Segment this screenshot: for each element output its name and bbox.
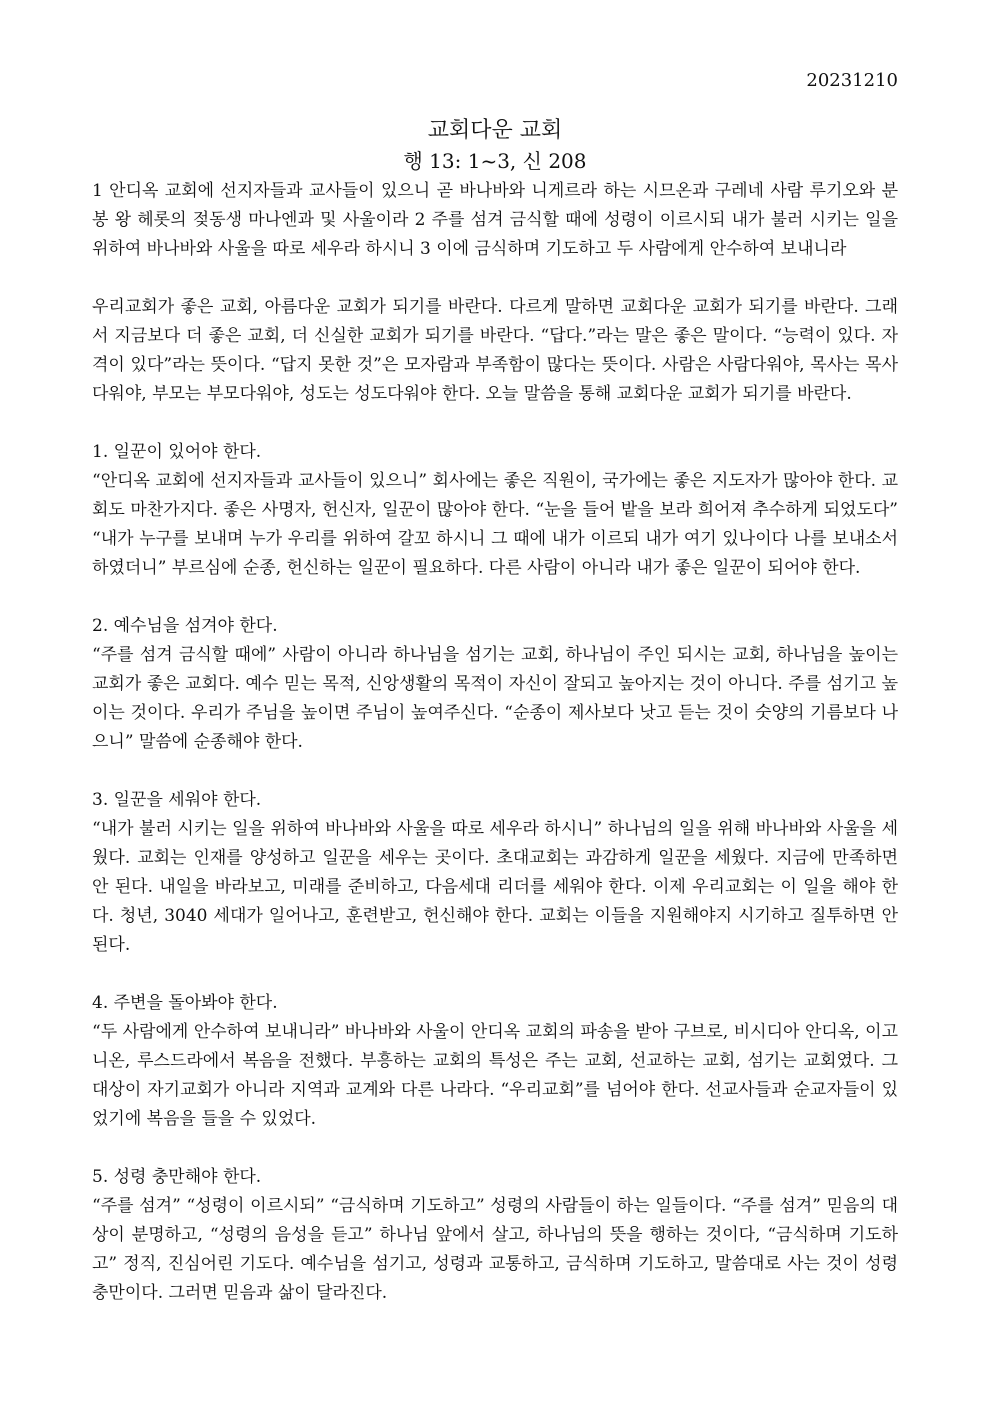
section-text: “내가 불러 시키는 일을 위하여 바나바와 사울을 따로 세우라 하시니” 하나님의 일을 위해 바나바와 사울을 세웠다. 교회는 인재를 양성하고 일꾼을 세우는 곳이다. 초대교회는 과감하게 일꾼을 세웠다. 지금에 만족하면 안 된다. 내일을 바라보고, 미래를 준비하고, 다음세대 리더를 세워야 한다. 이제 우리교회는 이 일을 해야 한다. 청년, 3040 세대가 일어나고, 훈련받고, 헌신해야 한다. 교회는 이들을 지원해야지 시기하고 질투하면 안 된다.: [92, 819, 898, 955]
section-3: [92, 786, 898, 960]
section-heading: 2. 예수님을 섬겨야 한다.: [92, 616, 278, 636]
sermon-body: [92, 177, 898, 1337]
section-text: “안디옥 교회에 선지자들과 교사들이 있으니” 회사에는 좋은 직원이, 국가에는 좋은 지도자가 많아야 한다. 교회도 마찬가지다. 좋은 사명자, 헌신자, 일꾼이 많아야 한다. “눈을 들어 밭을 보라 희어져 추수하게 되었도다” “내가 누구를 보내며 누가 우리를 위하여 갈꼬 하시니 그 때에 내가 이르되 내가 여기 있나이다 나를 보내소서 하였더니” 부르심에 순종, 헌신하는 일꾼이 필요하다. 다른 사람이 아니라 내가 좋은 일꾼이 되어야 한다.: [92, 471, 898, 578]
scripture-passage: 1 안디옥 교회에 선지자들과 교사들이 있으니 곧 바나바와 니게르라 하는 시므온과 구레네 사람 루기오와 분봉 왕 헤롯의 젖동생 마나엔과 및 사울이라 2 주를 섬겨 금식할 때에 성령이 이르시되 내가 불러 시키는 일을 위하여 바나바와 사울을 따로 세우라 하시니 3 이에 금식하며 기도하고 두 사람에게 안수하여 보내니라: [92, 181, 898, 259]
sermon-title: 교회다운 교회: [427, 118, 563, 143]
scripture-reference: 행 13: 1~3, 신 208: [403, 149, 587, 173]
section-5: [92, 1163, 898, 1308]
section-text: “주를 섬겨” “성령이 이르시되” “금식하며 기도하고” 성령의 사람들이 하는 일들이다. “주를 섬겨” 믿음의 대상이 분명하고, “성령의 음성을 듣고” 하나님 앞에서 살고, 하나님의 뜻을 행하는 것이다, “금식하며 기도하고” 정직, 진심어린 기도다. 예수님을 섬기고, 성령과 교통하고, 금식하며 기도하고, 말씀대로 사는 것이 성령충만이다. 그러면 믿음과 삶이 달라진다.: [92, 1196, 898, 1303]
section-4: [92, 989, 898, 1134]
intro-paragraph: 우리교회가 좋은 교회, 아름다운 교회가 되기를 바란다. 다르게 말하면 교회다운 교회가 되기를 바란다. 그래서 지금보다 더 좋은 교회, 더 신실한 교회가 되기를 바란다. “답다.”라는 말은 좋은 말이다. “능력이 있다. 자격이 있다”라는 뜻이다. “답지 못한 것”은 모자람과 부족함이 많다는 뜻이다. 사람은 사람다워야, 목사는 목사다워야, 부모는 부모다워야, 성도는 성도다워야 한다. 오늘 말씀을 통해 교회다운 교회가 되기를 바란다.: [92, 297, 898, 404]
section-heading: 1. 일꾼이 있어야 한다.: [92, 442, 262, 462]
section-2: [92, 612, 898, 757]
section-text: “주를 섬겨 금식할 때에” 사람이 아니라 하나님을 섬기는 교회, 하나님이 주인 되시는 교회, 하나님을 높이는 교회가 좋은 교회다. 예수 믿는 목적, 신앙생활의 목적이 자신이 잘되고 높아지는 것이 아니다. 주를 섬기고 높이는 것이다. 우리가 주님을 높이면 주님이 높여주신다. “순종이 제사보다 낫고 듣는 것이 숫양의 기름보다 나으니” 말씀에 순종해야 한다.: [92, 645, 898, 752]
section-heading: 5. 성령 충만해야 한다.: [92, 1167, 262, 1187]
document-date: 20231210: [806, 70, 898, 91]
section-text: “두 사람에게 안수하여 보내니라” 바나바와 사울이 안디옥 교회의 파송을 받아 구브로, 비시디아 안디옥, 이고니온, 루스드라에서 복음을 전했다. 부흥하는 교회의 특성은 주는 교회, 선교하는 교회, 섬기는 교회였다. 그 대상이 자기교회가 아니라 지역과 교계와 다른 나라다. “우리교회”를 넘어야 한다. 선교사들과 순교자들이 있었기에 복음을 들을 수 있었다.: [92, 1022, 898, 1129]
section-heading: 3. 일꾼을 세워야 한다.: [92, 790, 262, 810]
section-1: [92, 438, 898, 583]
section-heading: 4. 주변을 돌아봐야 한다.: [92, 993, 278, 1013]
